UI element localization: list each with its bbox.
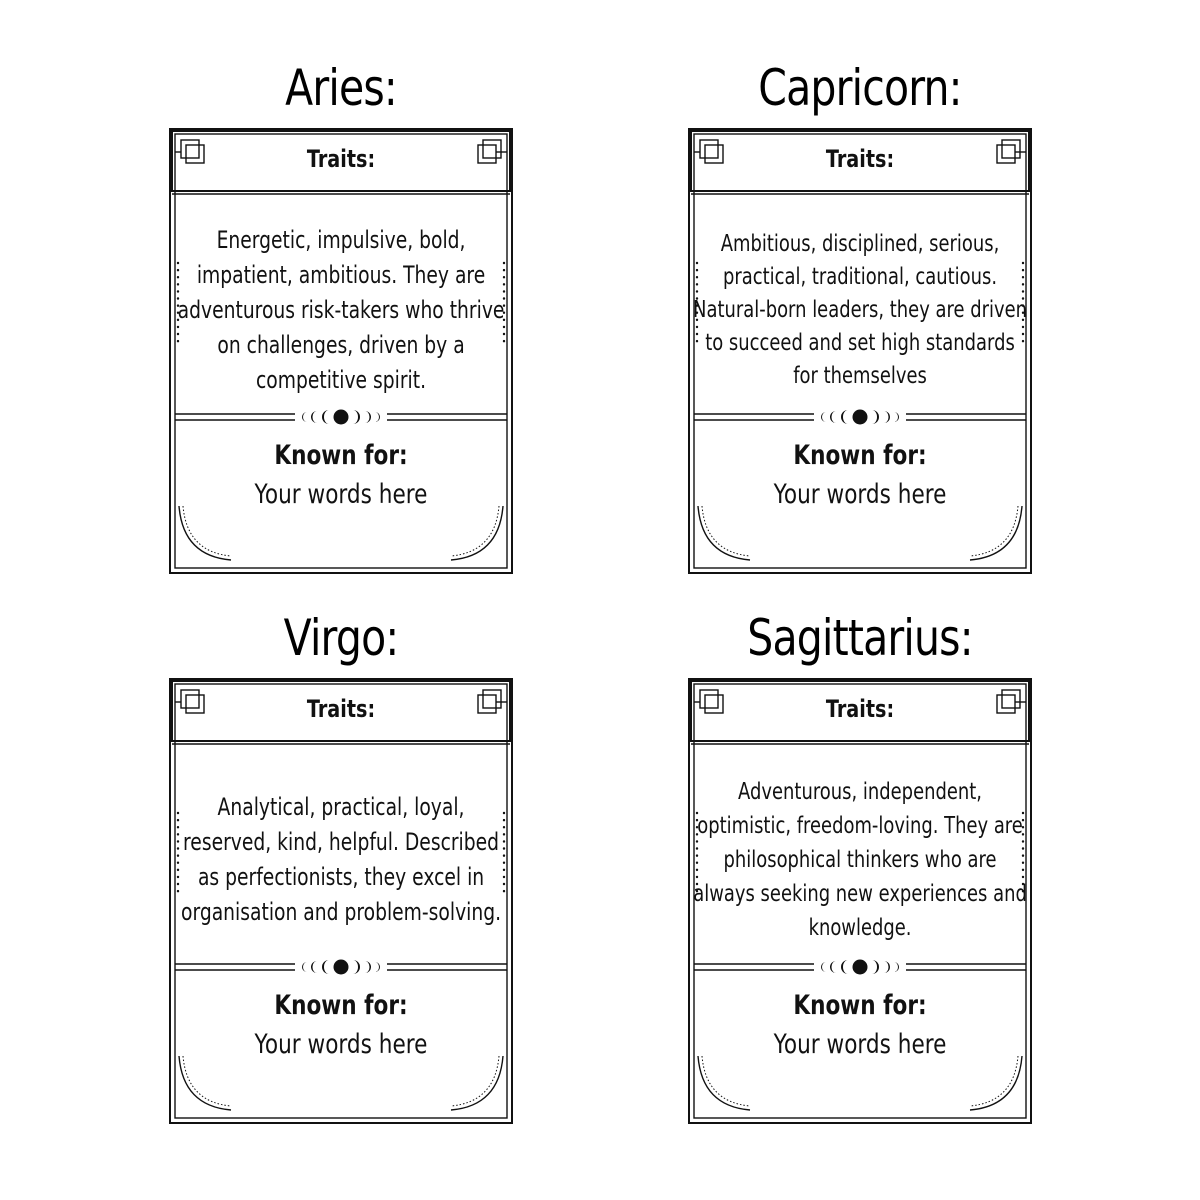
known-for-text: Your words here bbox=[773, 479, 947, 510]
known-for-label: Known for: bbox=[793, 990, 927, 1021]
sign-title: Capricorn: bbox=[758, 59, 962, 117]
known-for-label: Known for: bbox=[274, 990, 408, 1021]
known-for-text: Your words here bbox=[773, 1029, 947, 1060]
traits-label: Traits: bbox=[306, 145, 376, 173]
sign-title: Virgo: bbox=[283, 609, 399, 667]
known-for-label: Known for: bbox=[274, 440, 408, 471]
traits-text-box bbox=[173, 760, 509, 960]
known-for-text: Your words here bbox=[254, 1029, 428, 1060]
traits-text-box bbox=[173, 210, 509, 410]
trait-card bbox=[169, 678, 513, 1124]
traits-label: Traits: bbox=[825, 695, 895, 723]
known-for-text: Your words here bbox=[254, 479, 428, 510]
trait-card bbox=[688, 128, 1032, 574]
sign-title: Aries: bbox=[285, 59, 397, 117]
traits-label: Traits: bbox=[306, 695, 376, 723]
traits-text: Adventurous, independent, optimistic, freedom-loving. They are philosophical thinkers who are always seeking new experiences and knowledge. bbox=[693, 779, 1027, 941]
traits-text: Ambitious, disciplined, serious, practical, traditional, cautious. Natural-born leaders, they are driven to succeed and set high standards for themselves bbox=[693, 230, 1027, 389]
traits-text: Energetic, impulsive, bold, impatient, ambitious. They are adventurous risk-takers who thrive on challenges, driven by a competitive spirit. bbox=[177, 225, 505, 394]
traits-text-box bbox=[692, 760, 1028, 960]
traits-text-box bbox=[692, 210, 1028, 410]
sign-title: Sagittarius: bbox=[747, 609, 973, 667]
known-for-label: Known for: bbox=[793, 440, 927, 471]
traits-text: Analytical, practical, loyal, reserved, kind, helpful. Described as perfectionists, they excel in organisation and problem-solving. bbox=[180, 793, 502, 926]
trait-card bbox=[688, 678, 1032, 1124]
trait-card bbox=[169, 128, 513, 574]
traits-label: Traits: bbox=[825, 145, 895, 173]
